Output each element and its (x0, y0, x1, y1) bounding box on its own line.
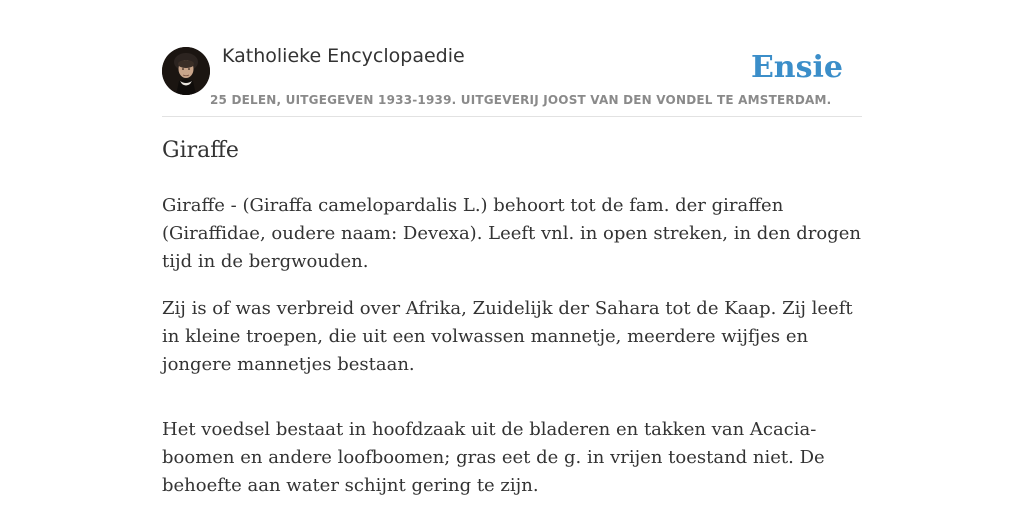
article-body (162, 192, 862, 512)
source-meta: 25 DELEN, UITGEGEVEN 1933-1939. UITGEVERIJ JOOST VAN DEN VONDEL TE AMSTERDAM. (210, 93, 832, 107)
article-paragraph: Het voedsel bestaat in hoofdzaak uit de bladeren en takken van Acacia-boomen en andere loofboomen; gras eet de g. in vrijen toestand niet. De behoefte aan water schijnt gering te zijn. (162, 419, 825, 496)
source-header (162, 44, 862, 117)
brand-logo[interactable]: Ensie (750, 50, 843, 85)
portrait-icon (162, 47, 210, 95)
article-paragraph: Zij is of was verbreid over Afrika, Zuidelijk der Sahara tot de Kaap. Zij leeft in kleine troepen, die uit een volwassen mannetje, meerdere wijfjes en jongere mannetjes bestaan. (162, 298, 853, 375)
source-title[interactable]: Katholieke Encyclopaedie (222, 45, 465, 67)
article-title: Giraffe (162, 138, 239, 163)
article-paragraph: Giraffe - (Giraffa camelopardalis L.) behoort tot de fam. der giraffen (Giraffidae, oudere naam: Devexa). Leeft vnl. in open streken, in den drogen tijd in de bergwouden. (162, 195, 861, 272)
source-avatar[interactable] (162, 47, 210, 95)
